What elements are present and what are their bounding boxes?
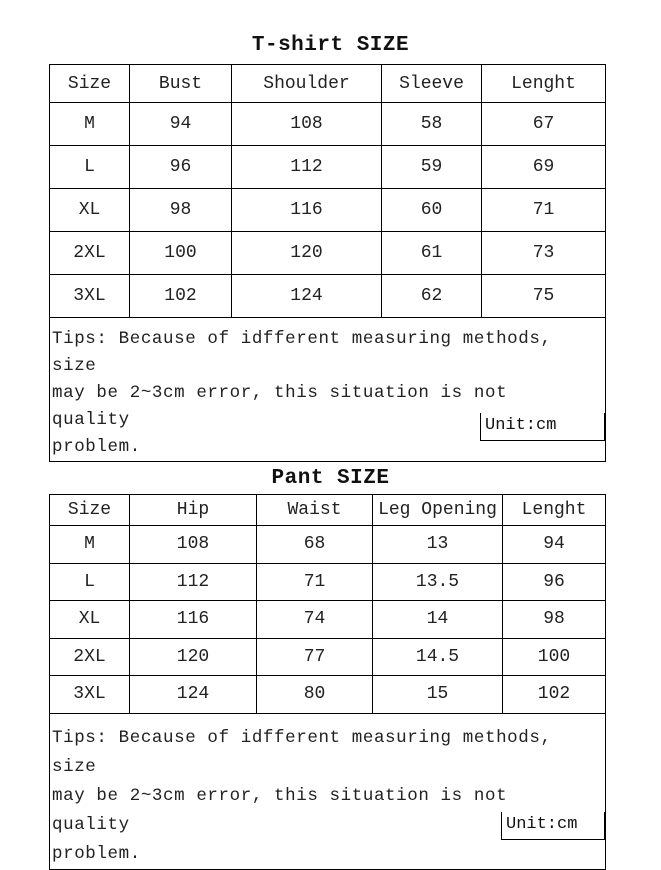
table-cell: 68 bbox=[257, 526, 373, 564]
table-cell: 80 bbox=[257, 676, 373, 714]
table-cell: 108 bbox=[232, 103, 382, 146]
table-row bbox=[50, 601, 606, 639]
table-cell: 116 bbox=[232, 189, 382, 232]
table-cell: L bbox=[50, 146, 130, 189]
column-header: Hip bbox=[130, 495, 257, 526]
table-row bbox=[50, 103, 606, 146]
table-cell: 73 bbox=[482, 232, 606, 275]
table-row bbox=[50, 232, 606, 275]
table-row bbox=[50, 563, 606, 601]
table-cell: 3XL bbox=[50, 275, 130, 318]
tshirt-size-table bbox=[49, 64, 606, 462]
table-cell: 112 bbox=[130, 563, 257, 601]
tips-line: Tips: Because of idfferent measuring methods, size bbox=[52, 727, 552, 777]
table-cell: 100 bbox=[130, 232, 232, 275]
table-row bbox=[50, 638, 606, 676]
column-header: Leg Opening bbox=[373, 495, 503, 526]
column-header: Lenght bbox=[482, 65, 606, 103]
column-header: Size bbox=[50, 65, 130, 103]
table-cell: 61 bbox=[382, 232, 482, 275]
table-cell: 108 bbox=[130, 526, 257, 564]
table-cell: 102 bbox=[503, 676, 606, 714]
tips-line: may be 2~3cm error, this situation is not quality bbox=[52, 383, 508, 430]
table-cell: 59 bbox=[382, 146, 482, 189]
tips-text bbox=[50, 713, 606, 869]
column-header: Waist bbox=[257, 495, 373, 526]
table-cell: 94 bbox=[130, 103, 232, 146]
tshirt-title: T-shirt SIZE bbox=[251, 34, 410, 57]
table-header-row bbox=[50, 495, 606, 526]
table-cell: 75 bbox=[482, 275, 606, 318]
table-cell: M bbox=[50, 103, 130, 146]
table-cell: 3XL bbox=[50, 676, 130, 714]
table-row bbox=[50, 189, 606, 232]
table-cell: 96 bbox=[503, 563, 606, 601]
table-cell: XL bbox=[50, 601, 130, 639]
table-cell: 14 bbox=[373, 601, 503, 639]
column-header: Lenght bbox=[503, 495, 606, 526]
table-cell: 124 bbox=[232, 275, 382, 318]
tips-row bbox=[50, 713, 606, 869]
table-cell: 67 bbox=[482, 103, 606, 146]
table-cell: 120 bbox=[130, 638, 257, 676]
table-cell: 13 bbox=[373, 526, 503, 564]
table-cell: 71 bbox=[482, 189, 606, 232]
table-cell: 96 bbox=[130, 146, 232, 189]
table-cell: 102 bbox=[130, 275, 232, 318]
table-cell: 2XL bbox=[50, 232, 130, 275]
table-cell: 98 bbox=[130, 189, 232, 232]
table-cell: 112 bbox=[232, 146, 382, 189]
table-cell: 100 bbox=[503, 638, 606, 676]
table-cell: 69 bbox=[482, 146, 606, 189]
unit-label: Unit:cm bbox=[501, 812, 605, 840]
table-cell: 62 bbox=[382, 275, 482, 318]
table-cell: 74 bbox=[257, 601, 373, 639]
table-cell: L bbox=[50, 563, 130, 601]
table-cell: XL bbox=[50, 189, 130, 232]
table-cell: 14.5 bbox=[373, 638, 503, 676]
table-cell: 58 bbox=[382, 103, 482, 146]
tips-line: Tips: Because of idfferent measuring methods, size bbox=[52, 329, 552, 376]
table-cell: 94 bbox=[503, 526, 606, 564]
table-row bbox=[50, 676, 606, 714]
table-cell: 13.5 bbox=[373, 563, 503, 601]
column-header: Size bbox=[50, 495, 130, 526]
table-cell: 71 bbox=[257, 563, 373, 601]
column-header: Bust bbox=[130, 65, 232, 103]
table-cell: 2XL bbox=[50, 638, 130, 676]
table-row bbox=[50, 146, 606, 189]
unit-label: Unit:cm bbox=[480, 413, 605, 441]
table-cell: 77 bbox=[257, 638, 373, 676]
table-cell: 120 bbox=[232, 232, 382, 275]
table-cell: 116 bbox=[130, 601, 257, 639]
table-row bbox=[50, 275, 606, 318]
table-cell: 98 bbox=[503, 601, 606, 639]
pant-title: Pant SIZE bbox=[271, 467, 390, 490]
table-cell: M bbox=[50, 526, 130, 564]
table-cell: 60 bbox=[382, 189, 482, 232]
tips-line: problem. bbox=[52, 437, 141, 457]
table-cell: 15 bbox=[373, 676, 503, 714]
column-header: Sleeve bbox=[382, 65, 482, 103]
table-row bbox=[50, 526, 606, 564]
column-header: Shoulder bbox=[232, 65, 382, 103]
table-header-row bbox=[50, 65, 606, 103]
tips-line: problem. bbox=[52, 843, 141, 864]
tips-line: may be 2~3cm error, this situation is not quality bbox=[52, 785, 508, 835]
table-cell: 124 bbox=[130, 676, 257, 714]
